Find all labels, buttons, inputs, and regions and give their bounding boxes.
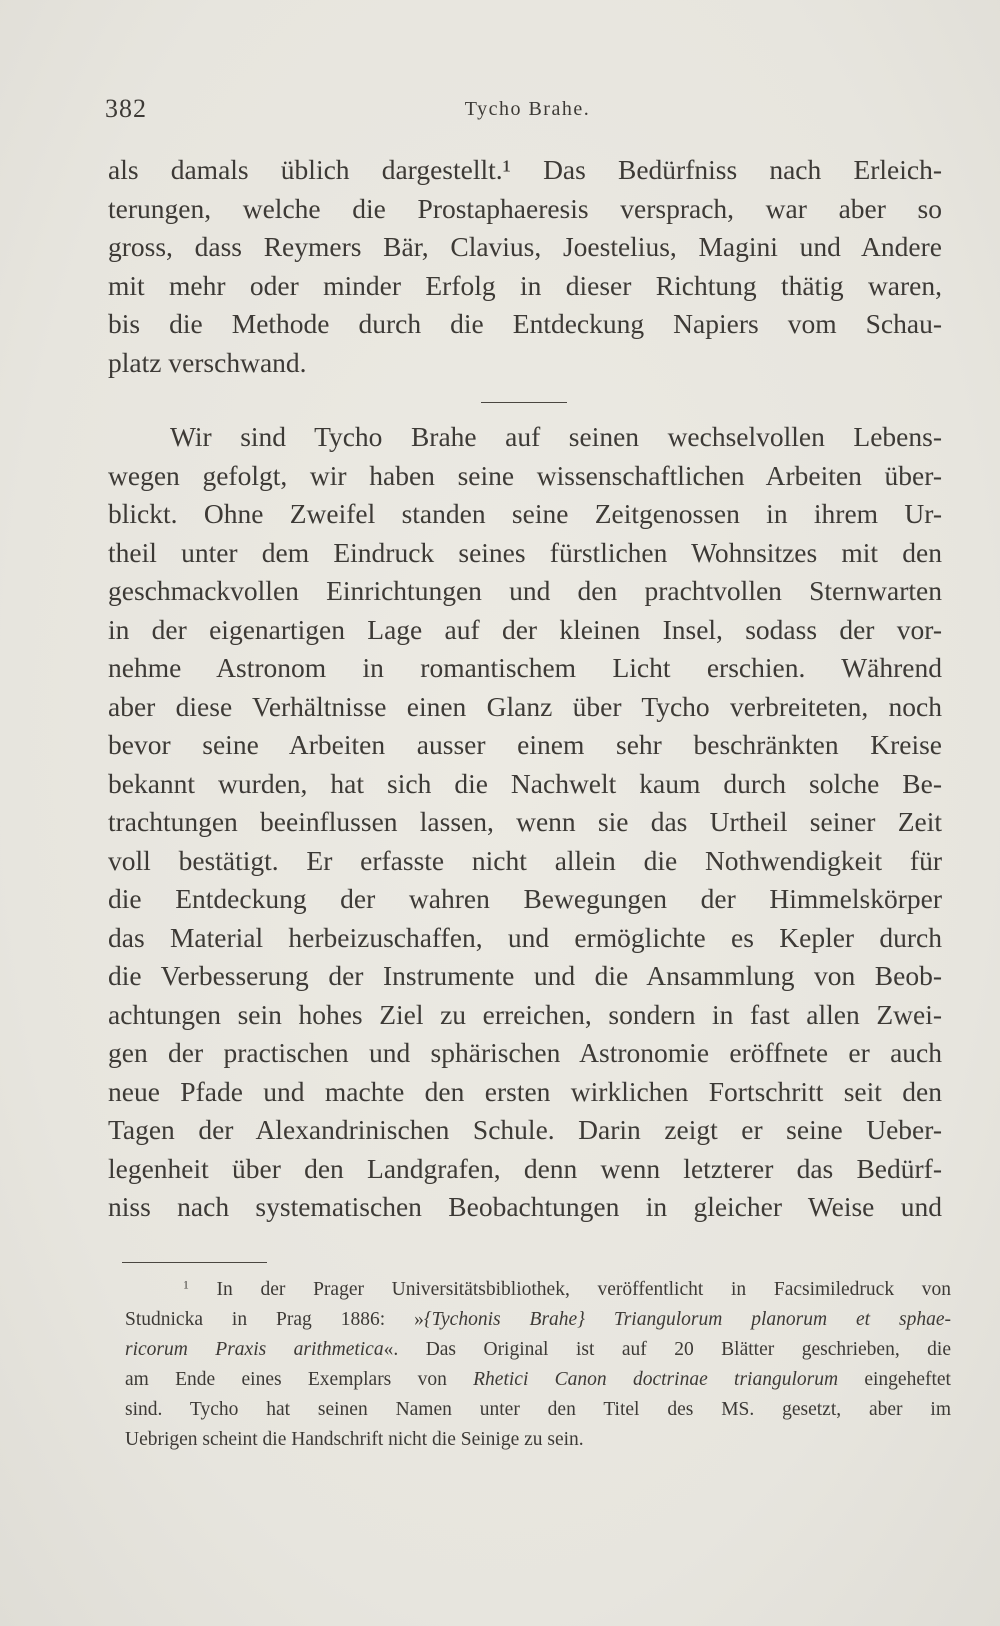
footnote-marker: 1 bbox=[183, 1278, 189, 1292]
footnote-line: sind. Tycho hat seinen Namen unter den Titel des MS. gesetzt, aber im bbox=[125, 1399, 951, 1420]
text-line: als damals üblich dargestellt.¹ Das Bedürfniss nach Erleich- bbox=[108, 154, 942, 185]
text-line: aber diese Verhältnisse einen Glanz über Tycho verbreiteten, noch bbox=[108, 690, 942, 722]
text-line: wegen gefolgt, wir haben seine wissenschaftlichen Arbeiten über- bbox=[108, 459, 942, 491]
text-line: Wir sind Tycho Brahe auf seinen wechselvollen Lebens- bbox=[170, 421, 942, 452]
text-line: das Material herbeizuschaffen, und ermöglichte es Kepler durch bbox=[108, 921, 942, 953]
text-line: geschmackvollen Einrichtungen und den prachtvollen Sternwarten bbox=[108, 575, 942, 606]
text-line: die Verbesserung der Instrumente und die Ansammlung von Beob- bbox=[108, 960, 942, 991]
footnote-text: «. Das Original ist auf 20 Blätter geschrieben, die bbox=[383, 1339, 951, 1360]
running-head: Tycho Brahe. bbox=[464, 98, 591, 120]
text-line: gen der practischen und sphärischen Astronomie eröffnete er auch bbox=[108, 1037, 942, 1068]
footnote-line bbox=[125, 1275, 951, 1305]
text-line: bevor seine Arbeiten ausser einem sehr beschränkten Kreise bbox=[108, 729, 942, 760]
text-line: niss nach systematischen Beobachtungen in gleicher Weise und bbox=[108, 1191, 942, 1222]
text-line: Tagen der Alexandrinischen Schule. Darin zeigt er seine Ueber- bbox=[108, 1114, 942, 1145]
page-header bbox=[105, 94, 950, 134]
text-line: bekannt wurden, hat sich die Nachwelt kaum durch solche Be- bbox=[108, 767, 942, 799]
footnote-title: Rhetici Canon doctrinae triangulorum bbox=[473, 1369, 839, 1390]
footnote-rule bbox=[122, 1262, 267, 1263]
text-line: in der eigenartigen Lage auf der kleinen Insel, sodass der vor- bbox=[108, 613, 942, 645]
text-line: terungen, welche die Prostaphaeresis versprach, war aber so bbox=[108, 192, 942, 224]
text-line: gross, dass Reymers Bär, Clavius, Joestelius, Magini und Andere bbox=[108, 231, 942, 262]
footnote-text: In der Prager Universitätsbibliothek, veröffentlicht in Facsimiledruck von bbox=[216, 1279, 952, 1300]
text-line: blickt. Ohne Zweifel standen seine Zeitgenossen in ihrem Ur- bbox=[108, 498, 942, 529]
section-separator-rule bbox=[481, 402, 567, 403]
text-line: achtungen sein hohes Ziel zu erreichen, sondern in fast allen Zwei- bbox=[108, 998, 942, 1030]
footnote-text: eingeheftet bbox=[838, 1369, 951, 1390]
body-text bbox=[108, 151, 942, 1227]
footnote bbox=[125, 1275, 951, 1455]
footnote-line bbox=[125, 1335, 951, 1365]
footnote-title: ricorum Praxis arithmetica bbox=[125, 1339, 384, 1360]
text-line: legenheit über den Landgrafen, denn wenn letzterer das Bedürf- bbox=[108, 1152, 942, 1184]
footnote-text: am Ende eines Exemplars von bbox=[125, 1369, 474, 1390]
text-line: neue Pfade und machte den ersten wirklichen Fortschritt seit den bbox=[108, 1075, 942, 1107]
footnote-title: {Tychonis Brahe} Triangulorum planorum et sphae- bbox=[423, 1309, 951, 1330]
text-line: platz verschwand. bbox=[108, 346, 307, 378]
footnote-line: Uebrigen scheint die Handschrift nicht die Seinige zu sein. bbox=[125, 1429, 584, 1450]
text-line: voll bestätigt. Er erfasste nicht allein die Nothwendigkeit für bbox=[108, 844, 942, 876]
text-line: mit mehr oder minder Erfolg in dieser Richtung thätig waren, bbox=[108, 269, 942, 301]
text-line: die Entdeckung der wahren Bewegungen der Himmelskörper bbox=[108, 883, 942, 914]
text-line: nehme Astronom in romantischem Licht erschien. Während bbox=[108, 652, 942, 683]
page-number: 382 bbox=[105, 94, 147, 123]
text-line: bis die Methode durch die Entdeckung Napiers vom Schau- bbox=[108, 308, 942, 339]
footnote-line bbox=[125, 1365, 951, 1395]
footnote-line bbox=[125, 1305, 951, 1335]
text-line: theil unter dem Eindruck seines fürstlichen Wohnsitzes mit den bbox=[108, 536, 942, 568]
footnote-text: Studnicka in Prag 1886: » bbox=[125, 1309, 424, 1330]
section-break-space bbox=[108, 382, 942, 418]
text-line: trachtungen beeinflussen lassen, wenn sie das Urtheil seiner Zeit bbox=[108, 806, 942, 837]
